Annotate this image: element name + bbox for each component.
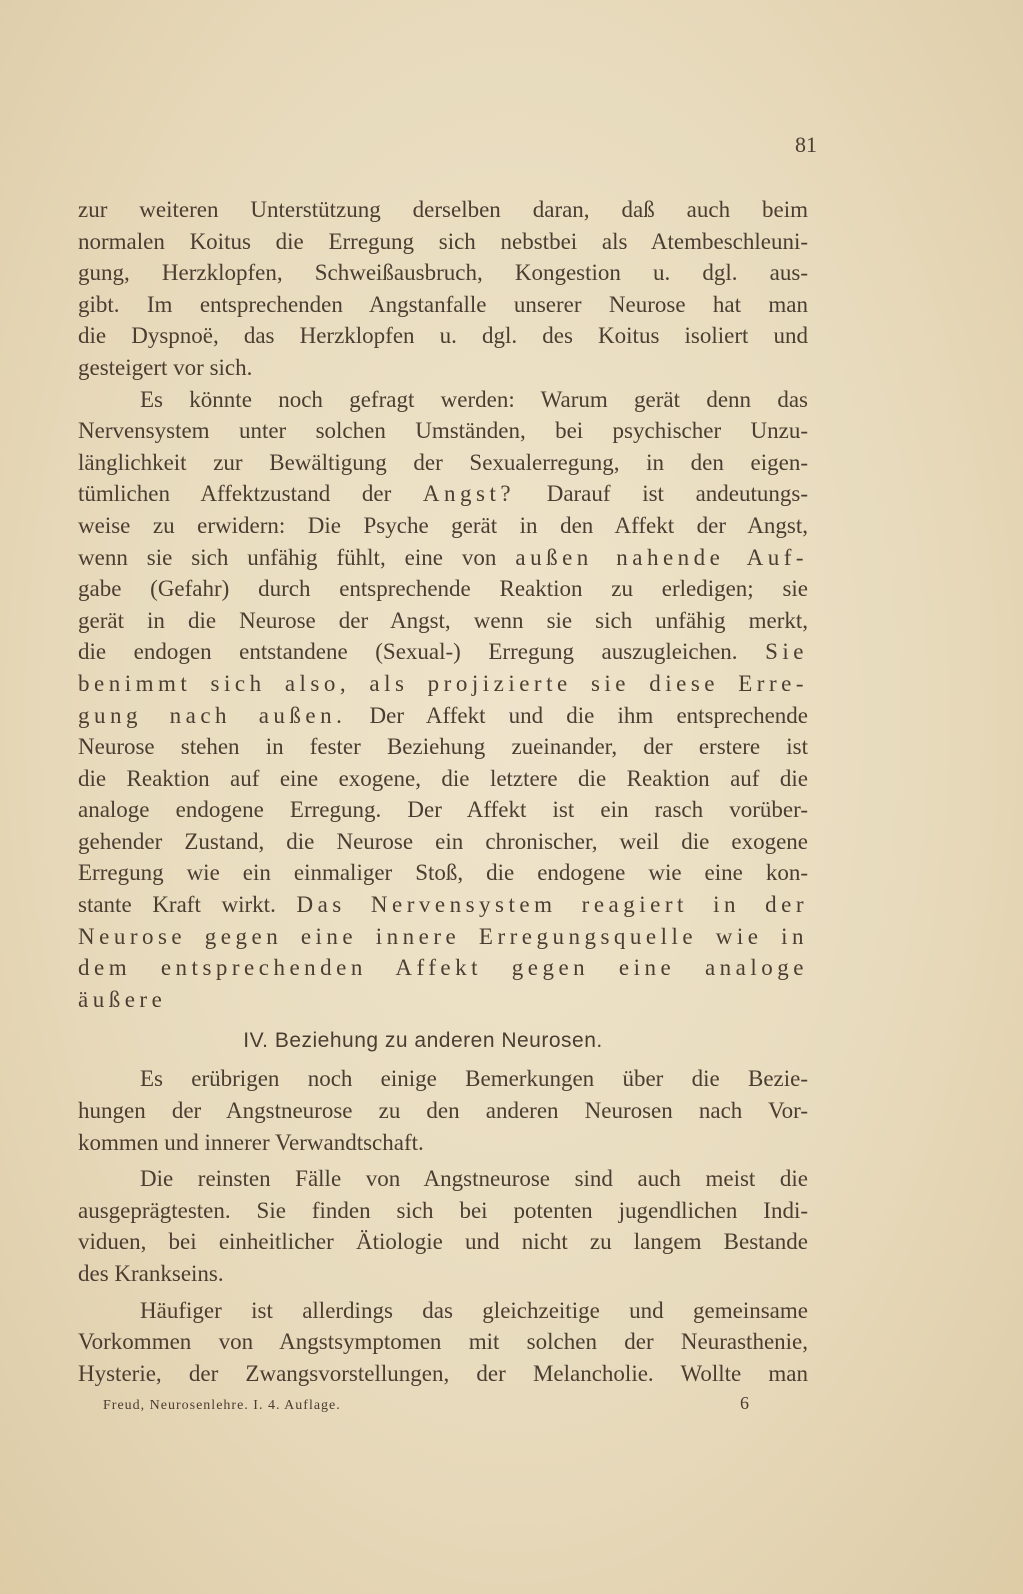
- text-line: [78, 826, 808, 858]
- text-segment: die Reaktion auf eine exogene, die letztere die Reaktion auf die: [78, 765, 808, 791]
- text-line: [78, 384, 808, 416]
- text-segment: die endogen entstandene (Sexual-) Erregung auszugleichen.: [78, 639, 766, 665]
- spaced-emphasis-text: Sie: [765, 639, 808, 665]
- text-segment: gehender Zustand, die Neurose ein chronischer, weil die exogene: [78, 828, 808, 854]
- paragraph: [78, 1163, 808, 1289]
- text-segment: gesteigert vor sich.: [78, 354, 253, 380]
- text-segment: Neurose stehen in fester Beziehung zueinander, der erstere ist: [78, 734, 808, 760]
- text-segment: ausgeprägtesten. Sie finden sich bei potenten jugendlichen Indi-: [78, 1197, 808, 1223]
- text-line: [78, 1258, 808, 1290]
- text-segment: normalen Koitus die Erregung sich nebstbei als Atembeschleuni-: [78, 228, 808, 254]
- text-line: [78, 510, 808, 542]
- text-line: [78, 447, 808, 479]
- spaced-emphasis-text: benimmt sich also, als projizierte sie diese Erre-: [78, 670, 808, 696]
- text-line: [78, 921, 808, 953]
- text-line: [78, 1127, 808, 1159]
- text-line: [78, 857, 808, 889]
- spaced-emphasis-text: gung nach außen.: [78, 702, 347, 728]
- signature-mark: 6: [740, 1393, 749, 1413]
- text-line: [78, 1326, 808, 1358]
- text-line: [78, 1295, 808, 1327]
- paragraph: [78, 1295, 808, 1390]
- text-line: [78, 668, 808, 700]
- text-segment: länglichkeit zur Bewältigung der Sexualerregung, in den eigen-: [78, 449, 808, 475]
- text-segment: gung, Herzklopfen, Schweißausbruch, Kongestion u. dgl. aus-: [78, 260, 808, 286]
- text-line: [78, 763, 808, 795]
- spaced-emphasis-text: Das Nervensystem reagiert in der: [296, 892, 808, 918]
- text-line: [78, 415, 808, 447]
- text-line: [78, 794, 808, 826]
- text-line: [78, 1063, 808, 1095]
- text-line: [78, 194, 808, 226]
- spaced-emphasis-text: Angst?: [422, 481, 516, 507]
- footer-source-line: Freud, Neurosenlehre. I. 4. Auflage.: [103, 1398, 341, 1413]
- text-segment: Es erübrigen noch einige Bemerkungen über die Bezie-: [140, 1066, 808, 1092]
- text-line: [78, 1195, 808, 1227]
- text-segment: Der Affekt und die ihm entsprechende: [346, 702, 808, 728]
- spaced-emphasis-text: außen nahende Auf-: [515, 544, 809, 570]
- page-number: 81: [795, 132, 817, 157]
- text-line: [78, 605, 808, 637]
- text-segment: gabe (Gefahr) durch entsprechende Reaktion zu erledigen; sie: [78, 576, 808, 602]
- text-segment: die Dyspnoë, das Herzklopfen u. dgl. des Koitus isoliert und: [78, 323, 808, 349]
- text-line: [78, 257, 808, 289]
- section-heading: IV. Beziehung zu anderen Neurosen.: [243, 1029, 603, 1053]
- text-line: [78, 1095, 808, 1127]
- text-segment: tümlichen Affektzustand der: [78, 481, 423, 507]
- text-segment: des Krankseins.: [78, 1261, 224, 1286]
- text-line: [78, 1226, 808, 1258]
- paragraph: [78, 194, 808, 384]
- text-line: [78, 542, 808, 574]
- text-segment: gibt. Im entsprechenden Angstanfalle unserer Neurose hat man: [78, 291, 808, 317]
- text-segment: Nervensystem unter solchen Umständen, bei psychischer Unzu-: [78, 418, 808, 444]
- text-segment: stante Kraft wirkt.: [78, 892, 297, 918]
- text-segment: Hysterie, der Zwangsvorstellungen, der Melancholie. Wollte man: [78, 1360, 808, 1386]
- text-line: [78, 226, 808, 258]
- text-segment: wenn sie sich unfähig fühlt, eine von: [78, 544, 516, 570]
- text-line: [78, 952, 808, 984]
- text-line: [78, 984, 808, 1016]
- text-line: [78, 1163, 808, 1195]
- text-segment: hungen der Angstneurose zu den anderen Neurosen nach Vor-: [78, 1098, 808, 1124]
- text-line: [78, 573, 808, 605]
- text-segment: Häufiger ist allerdings das gleichzeitige und gemeinsame: [140, 1297, 808, 1323]
- text-segment: kommen und innerer Verwandtschaft.: [78, 1129, 424, 1155]
- text-segment: Die reinsten Fälle von Angstneurose sind auch meist die: [140, 1166, 808, 1192]
- text-segment: viduen, bei einheitlicher Ätiologie und nicht zu langem Bestande: [78, 1229, 808, 1255]
- text-segment: analoge endogene Erregung. Der Affekt ist ein rasch vorüber-: [78, 797, 808, 823]
- text-line: [78, 352, 808, 384]
- text-line: [78, 320, 808, 352]
- text-line: [78, 889, 808, 921]
- text-line: [78, 1358, 808, 1390]
- text-line: [78, 700, 808, 732]
- paragraph: [78, 1063, 808, 1158]
- spaced-emphasis-text: äußere: [78, 986, 167, 1012]
- text-segment: Vorkommen von Angstsymptomen mit solchen der Neurasthenie,: [78, 1329, 808, 1355]
- text-segment: Erregung wie ein einmaliger Stoß, die endogene wie eine kon-: [78, 860, 808, 886]
- text-line: [78, 478, 808, 510]
- text-line: [78, 289, 808, 321]
- text-segment: Es könnte noch gefragt werden: Warum gerät denn das: [140, 386, 808, 412]
- text-segment: gerät in die Neurose der Angst, wenn sie sich unfähig merkt,: [78, 607, 808, 633]
- spaced-emphasis-text: Neurose gegen eine innere Erregungsquelle wie in: [78, 923, 808, 949]
- spaced-emphasis-text: dem entsprechenden Affekt gegen eine analoge: [78, 955, 808, 981]
- text-line: [78, 731, 808, 763]
- text-segment: Darauf ist andeutungs-: [515, 481, 808, 507]
- body-text: [78, 194, 808, 1389]
- text-segment: weise zu erwidern: Die Psyche gerät in den Affekt der Angst,: [78, 512, 808, 538]
- paragraph: [78, 384, 808, 1016]
- text-segment: zur weiteren Unterstützung derselben daran, daß auch beim: [78, 197, 808, 222]
- text-line: [78, 636, 808, 668]
